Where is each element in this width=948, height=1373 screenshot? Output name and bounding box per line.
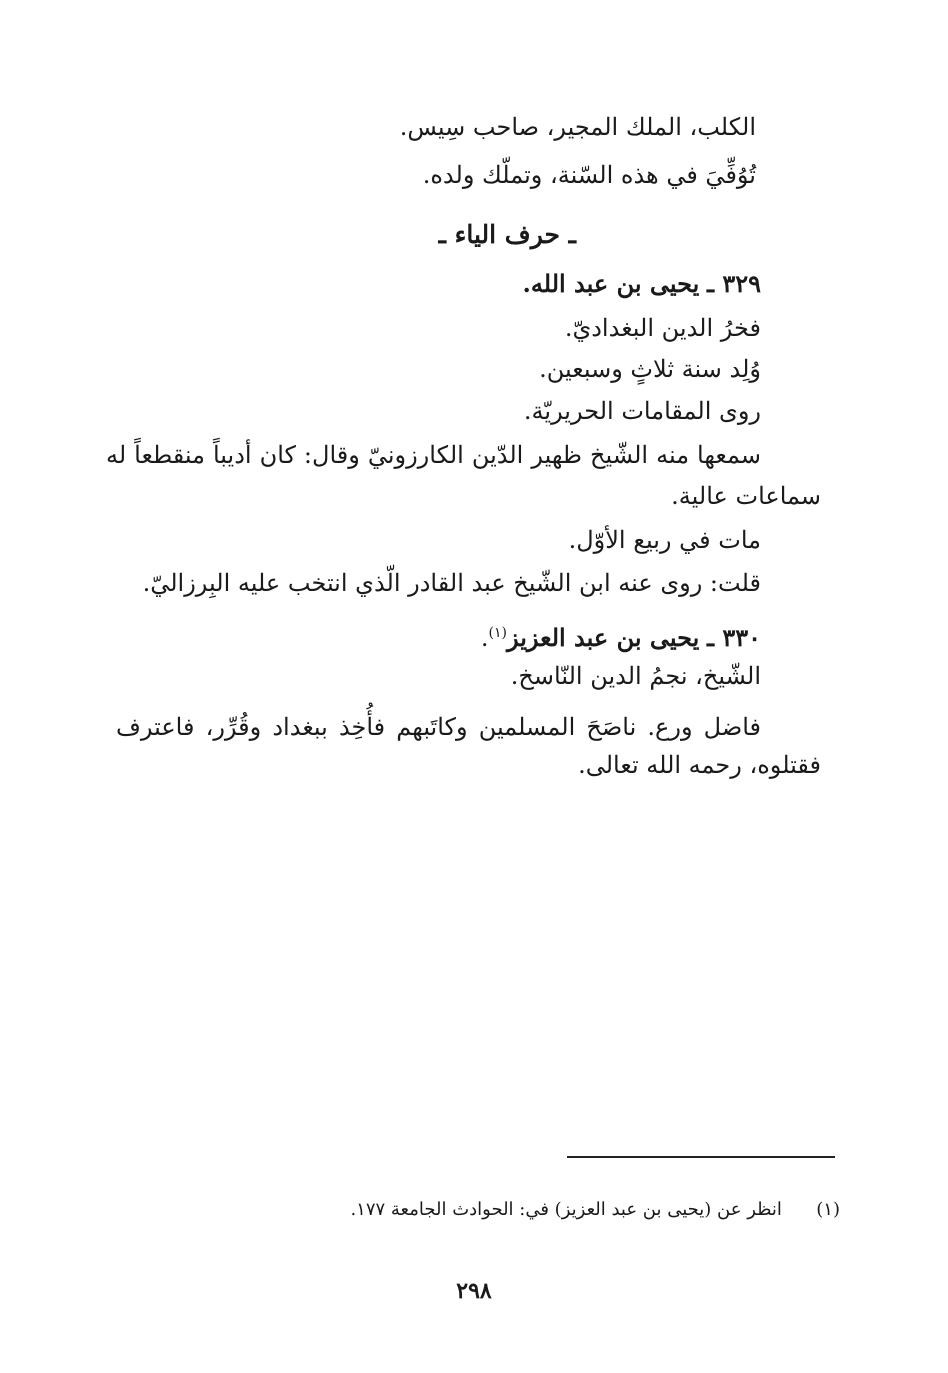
entry-number: ٣٣٠ ـ — [706, 623, 761, 652]
entry-number: ٣٢٩ ـ — [706, 269, 761, 298]
footnote-reference[interactable]: (١) — [488, 625, 507, 641]
entry-329-title — [523, 269, 761, 299]
entry-name-end: . — [480, 624, 489, 652]
text-line-2: تُوُفِّيَ في هذه السّنة، وتملّك ولده. — [422, 161, 756, 189]
section-heading: ـ حرف الياء ـ — [438, 220, 576, 249]
footnote — [350, 1198, 840, 1222]
footnote-separator — [567, 1156, 835, 1158]
entry-330-title — [481, 618, 761, 653]
entry-329-line-3: روى المقامات الحريريّة. — [523, 397, 761, 425]
entry-name: يحيى بن عبد الله. — [522, 269, 700, 298]
entry-329-line-2: وُلِد سنة ثلاثٍ وسبعين. — [539, 355, 761, 383]
entry-329-line-4b: سماعات عالية. — [671, 482, 821, 510]
page-number: ٢٩٨ — [456, 1278, 492, 1304]
entry-329-line-1: فخرُ الدين البغداديّ. — [564, 314, 761, 342]
entry-name: يحيى بن عبد العزيز — [506, 623, 700, 652]
entry-330-line-2b: فقتلوه، رحمه الله تعالى. — [578, 751, 821, 779]
footnote-number: (١) — [816, 1199, 840, 1220]
entry-329-line-6: قلت: روى عنه ابن الشّيخ عبد القادر الّذي انتخب عليه البِرزاليّ. — [142, 569, 761, 597]
footnote-text: انظر عن (يحيى بن عبد العزيز) في: الحوادث الجامعة ١٧٧. — [350, 1199, 782, 1220]
entry-330-line-1: الشّيخ، نجمُ الدين النّاسخ. — [510, 662, 761, 690]
entry-330-line-2a: فاضل ورع. ناصَحَ المسلمين وكاتَبهم فأُخِذ ببغداد وقُرِّر، فاعترف — [116, 713, 761, 741]
text-line-1: الكلب، الملك المجير، صاحب سِيس. — [399, 113, 756, 141]
entry-329-line-5: مات في ربيع الأوّل. — [568, 526, 761, 554]
entry-329-line-4a: سمعها منه الشّيخ ظهير الدّين الكارزونيّ وقال: كان أديباً منقطعاً له — [106, 441, 761, 469]
